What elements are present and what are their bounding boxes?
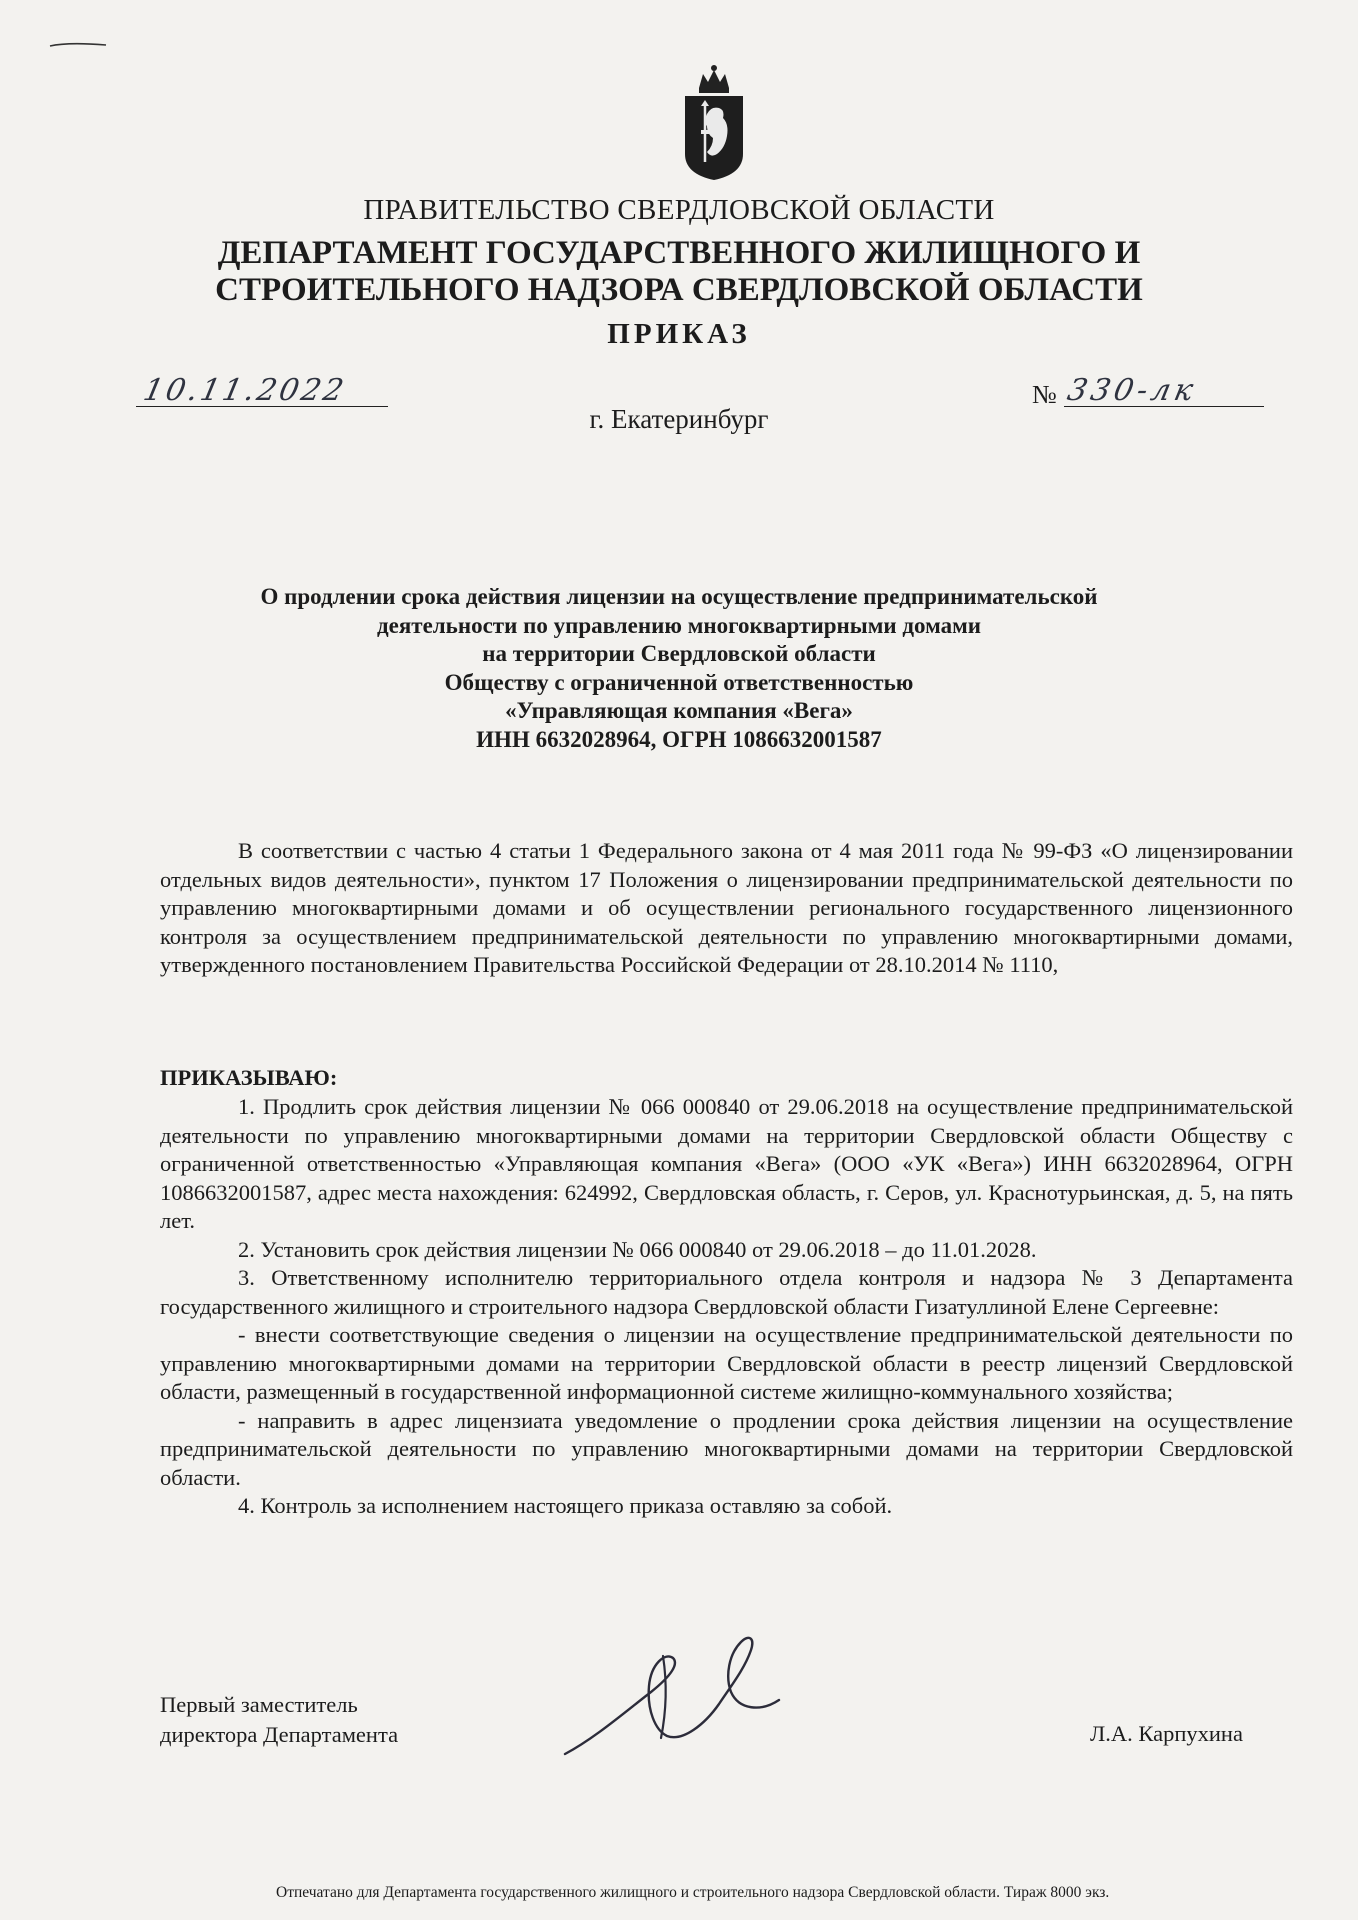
handwritten-signature	[555, 1612, 855, 1762]
signer-name: Л.А. Карпухина	[1090, 1721, 1243, 1746]
subject-line: на территории Свердловской области	[482, 641, 876, 666]
print-footer: Отпечатано для Департамента государственного жилищного и строительного надзора Свердловской области. Тираж 8000 экз.	[276, 1884, 1110, 1901]
number-sign: №	[1032, 380, 1057, 409]
signer-title	[160, 1690, 398, 1750]
order-items	[160, 1093, 1293, 1521]
preamble-text: В соответствии с частью 4 статьи 1 Федерального закона от 4 мая 2011 года № 99-ФЗ «О лицензировании отдельных видов деятельности», пунктом 17 Положения о лицензировании предпринимательской деятельности по управлению многоквартирными домами и об осуществлении регионального государственного лицензионного контроля за осуществлением предпринимательской деятельности по управлению многоквартирными домами, утвержденного постановлением Правительства Российской Федерации от 28.10.2014 № 1110,	[160, 838, 1293, 977]
order-item-2: 2. Установить срок действия лицензии № 066 000840 от 29.06.2018 – до 11.01.2028.	[238, 1236, 1037, 1262]
subject-line: Обществу с ограниченной ответственностью	[444, 669, 914, 695]
number-field	[1064, 368, 1264, 407]
government-name: ПРАВИТЕЛЬСТВО СВЕРДЛОВСКОЙ ОБЛАСТИ	[363, 194, 995, 226]
preamble	[160, 837, 1293, 980]
city-name: г. Екатеринбург	[589, 404, 769, 434]
signer-title-line-1: Первый заместитель	[160, 1692, 358, 1717]
order-item-3-a: - внести соответствующие сведения о лицензии на осуществление предпринимательской деятельности по управлению многоквартирными домами на территории Свердловской области в реестр лицензий Свердловской области, размещенный в государственной информационной системе жилищно-коммунального хозяйства;	[160, 1322, 1293, 1404]
handwritten-number: 330-лк	[1064, 373, 1201, 408]
department-name-line-1: ДЕПАРТАМЕНТ ГОСУДАРСТВЕННОГО ЖИЛИЩНОГО И	[217, 235, 1141, 271]
order-item-3: 3. Ответственному исполнителю территориального отдела контроля и надзора № 3 Департамента государственного жилищного и строительного надзора Свердловской области Гизатуллиной Елене Сергеевне:	[160, 1265, 1293, 1319]
document-type-title: ПРИКАЗ	[607, 318, 751, 350]
subject-line: О продлении срока действия лицензии на осуществление предпринимательской	[260, 584, 1098, 609]
subject-line: ИНН 6632028964, ОГРН 1086632001587	[476, 726, 882, 752]
order-subject	[0, 583, 1358, 754]
order-item-3-b: - направить в адрес лицензиата уведомление о продлении срока действия лицензии на осуществление предпринимательской деятельности по управлению многоквартирными домами на территории Свердловской области.	[160, 1407, 1293, 1490]
subject-line: «Управляющая компания «Вега»	[505, 698, 853, 723]
department-name-line-2: СТРОИТЕЛЬНОГО НАДЗОРА СВЕРДЛОВСКОЙ ОБЛАСТИ	[215, 272, 1143, 308]
subject-line: деятельности по управлению многоквартирными домами	[376, 612, 982, 638]
coat-of-arms-icon	[677, 62, 751, 182]
order-word: ПРИКАЗЫВАЮ:	[160, 1065, 338, 1090]
order-item-1: 1. Продлить срок действия лицензии № 066 000840 от 29.06.2018 на осуществление предпринимательской деятельности по управлению многоквартирными домами на территории Свердловской области Обществу с ограниченной ответственностью «Управляющая компания «Вега» (ООО «УК «Вега») ИНН 6632028964, ОГРН 1086632001587, адрес места нахождения: 624992, Свердловская область, г. Серов, ул. Краснотурьинская, д. 5, на пять лет.	[160, 1094, 1293, 1233]
signer-title-line-2: директора Департамента	[160, 1722, 399, 1747]
handwritten-date: 10.11.2022	[140, 373, 350, 408]
date-field	[136, 368, 388, 407]
corner-mark	[48, 40, 108, 50]
order-item-4: 4. Контроль за исполнением настоящего приказа оставляю за собой.	[238, 1493, 893, 1518]
